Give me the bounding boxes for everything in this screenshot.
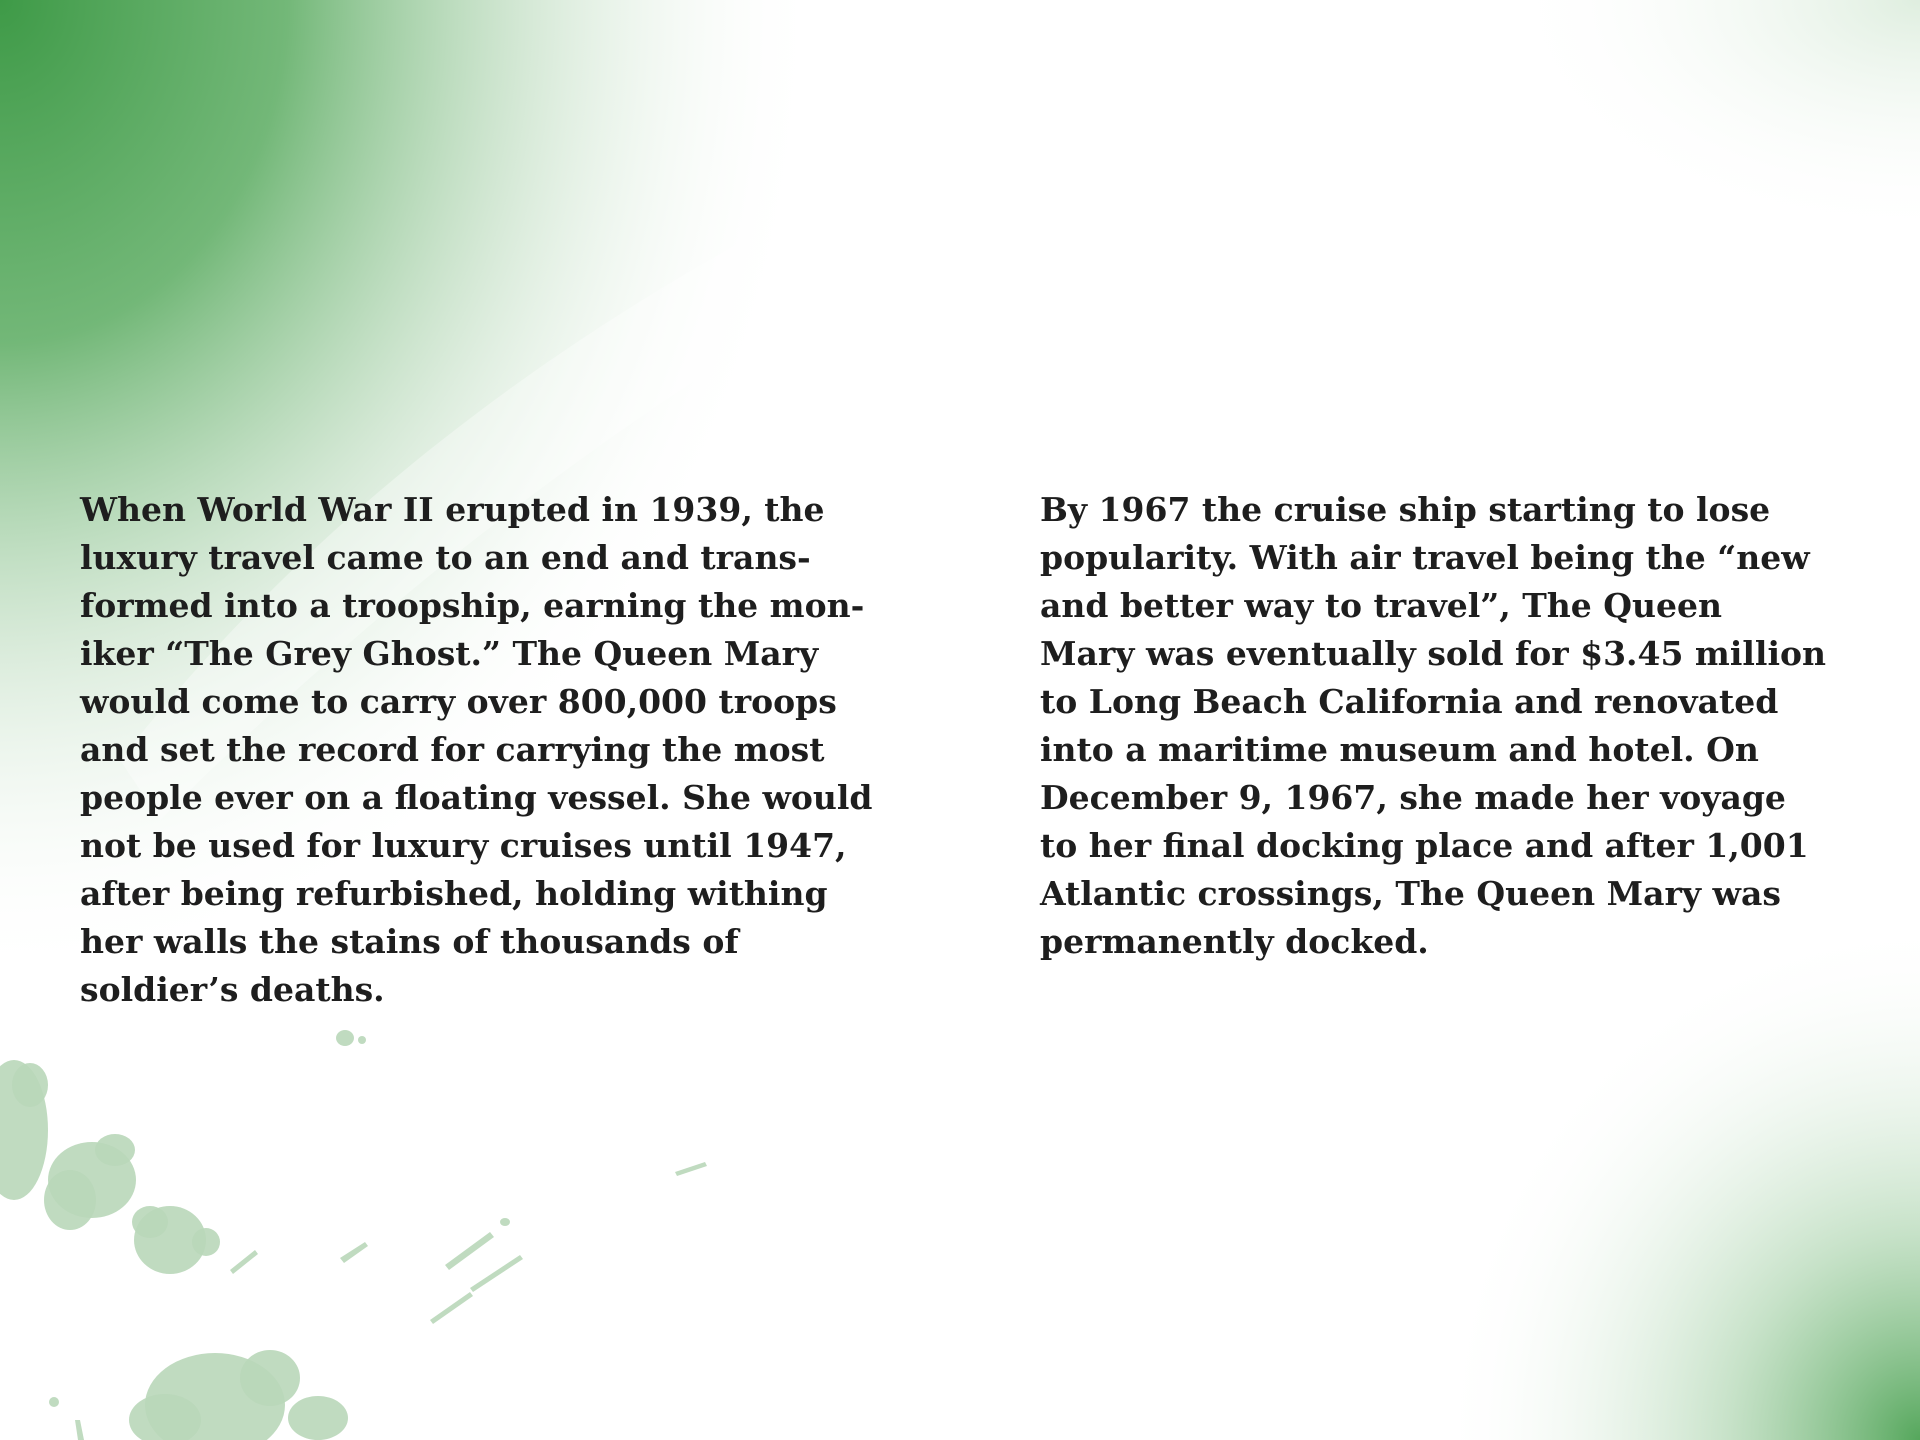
left-column-paragraph: When World War II erupted in 1939, the luxury travel came to an end and trans- formed into a troopship, earning the mon- iker “The Grey Ghost.” The Queen Mary would come to carry over 800,000 troops and set the record for carrying the most people ever on a floating vessel. She would not be used for luxury cruises until 1947, after being refurbished, holding withing her walls the stains of thousands of soldier’s deaths. — [80, 490, 873, 1009]
right-column-paragraph: By 1967 the cruise ship starting to lose popularity. With air travel being the “new and better way to travel”, The Queen Mary was eventually sold for $3.45 million to Long Beach California and renovated into a maritime museum and hotel. On December 9, 1967, she made her voyage to her final docking place and after 1,001 Atlantic crossings, The Queen Mary was permanently docked. — [1040, 490, 1826, 961]
